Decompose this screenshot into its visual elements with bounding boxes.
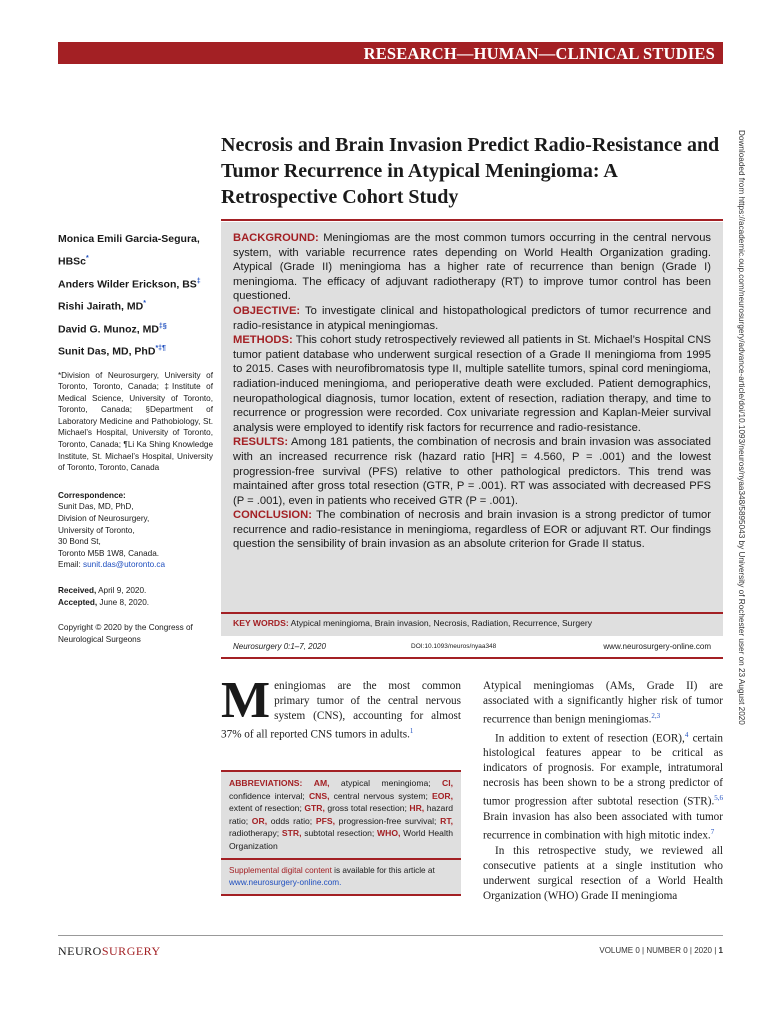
author-5: Sunit Das, MD, PhD*‡¶ <box>58 345 166 358</box>
volume-info: VOLUME 0 | NUMBER 0 | 2020 | 1 <box>599 946 723 955</box>
affiliations: *Division of Neurosurgery, University of Toronto, Toronto, Canada; ‡Institute of Medical Science, University of Toronto, Toronto, Canada; §Department of Laboratory Medicine and Pathobiology, St. Michael’s Hospital, University of Toronto, Toronto, Canada; ¶Li Ka Shing Knowledge Institute, St. Michael’s Hospital, University of Toronto, Toronto, Canada <box>58 370 213 473</box>
email-link[interactable]: sunit.das@utoronto.ca <box>83 560 166 570</box>
keywords: KEY WORDS: Atypical meningioma, Brain invasion, Necrosis, Radiation, Recurrence, Surgery <box>221 612 723 636</box>
journal-logo: NEUROSURGERY <box>58 944 161 958</box>
author-sidebar <box>58 230 213 645</box>
author-list <box>58 230 213 362</box>
section-header-bar <box>58 42 723 64</box>
body-column-1: Meningiomas are the most common primary tumor of the central nervous system (CNS), accounting for almost 37% of all reported CNS tumors in adults.$^1$ <box>221 672 461 741</box>
body-column-2: Atypical meningiomas (AMs, Grade II) are associated with a significantly higher risk of tumor recurrence than benign meningiomas.$^{2,3}$ In addition to extent of resection (EOR),$^4$ certain histological features appear to be critical as indicators of prognosis. For example, intratumoral necrosis has been shown to be a strong predictor of tumor progression after subtotal resection (STR).$^{5,6}$ Brain invasion has also been associated with tumor recurrence in combination with high mitotic index.$^7$ In this retrospective study, we reviewed all consecutive patients at a single institution who underwent surgical resection of a World Health Organization (WHO) Grade II meningioma <box>483 680 724 902</box>
supplemental-url[interactable]: www.neurosurgery-online.com. <box>229 878 342 887</box>
author-3: Rishi Jairath, MD* <box>58 300 146 313</box>
supplemental-note: Supplemental digital content is available for this article at www.neurosurgery-online.com. <box>221 858 461 894</box>
article-dates: Received, April 9, 2020. Accepted, June 8, 2020. <box>58 586 150 607</box>
page-number: 1 <box>718 946 723 955</box>
title-divider <box>221 219 723 221</box>
journal-citation-line: Neurosurgery 0:1–7, 2020 DOI:10.1093/neuros/nyaa348 www.neurosurgery-online.com <box>221 637 723 659</box>
section-label: RESEARCH—HUMAN—CLINICAL STUDIES <box>363 44 715 63</box>
author-1: Monica Emili Garcia-Segura, HBSc* <box>58 233 200 268</box>
download-watermark: Downloaded from https://academic.oup.com/neurosurgery/advance-article/doi/10.1093/neuros/nyaa348/5895043 by University of Rochester user on 23 August 2020 <box>737 130 746 725</box>
author-2: Anders Wilder Erickson, BS‡ <box>58 277 201 290</box>
article-title: Necrosis and Brain Invasion Predict Radio-Resistance and Tumor Recurrence in Atypical Meningioma: A Retrospective Cohort Study <box>221 134 720 208</box>
page-footer <box>58 935 723 965</box>
correspondence: Correspondence: Sunit Das, MD, PhD, Division of Neurosurgery, University of Toronto, 30 Bond St, Toronto M5B 1W8, Canada. Email: sunit.das@utoronto.ca <box>58 490 166 570</box>
drop-cap: M <box>221 672 271 729</box>
copyright: Copyright © 2020 by the Congress of Neurological Surgeons <box>58 623 193 644</box>
journal-site-link[interactable]: www.neurosurgery-online.com <box>603 642 711 651</box>
supplemental-link[interactable]: Supplemental digital content <box>229 866 332 875</box>
abstract-box: BACKGROUND: Meningiomas are the most common tumors occurring in the central nervous system, with variable recurrence rates depending on World Health Organization grading. Atypical (Grade II) meningioma has a higher rate of recurrence than benign (Grade I) meningioma. The efficacy of adjuvant radiotherapy (RT) to improve tumor control has been questioned. OBJECTIVE: To investigate clinical and histopathological predictors of tumor recurrence and radio-resistance in atypical meningiomas. METHODS: This cohort study retrospectively reviewed all patients in St. Michael’s Hospital CNS tumor patient database who underwent surgical resection of a Grade II meningioma from 1995 to 2015. Cases with neurofibromatosis type II, multiple satellite tumors, spinal cord meningioma, radiation-induced meningioma, and perioperative death were excluded. Patient demographics, neuropathological diagnosis, tumor location, extent of resection, radiation therapy, and time to recurrence or progression were recorded. Cox univariate regression and Kaplan-Meier survival analysis were employed to identify risk factors for recurrence and radio-resistance. RESULTS: Among 181 patients, the combination of necrosis and brain invasion was associated with an increased recurrence risk (hazard ratio [HR] = 4.560, P = .001) and the lowest progression-free survival (PFS) relative to other pathological predictors. This trend was maintained after gross total resection (GTR, P = .001). RT was associated with decreased PFS (P = .001), even in patients who received GTR (P = .001). CONCLUSION: The combination of necrosis and brain invasion is a strong predictor of tumor recurrence and radio-resistance in meningioma, regardless of EOR or adjuvant RT. Our findings question the sensibility of brain invasion as an absolute criterion for Grade II status. KEY WORDS: Atypical meningioma, Brain invasion, Necrosis, Radiation, Recurrence, Surgery <box>221 222 723 636</box>
abbreviations-box: ABBREVIATIONS: AM, atypical meningioma; CI, confidence interval; CNS, central nervous system; EOR, extent of resection; GTR, gross total resection; HR, hazard ratio; OR, odds ratio; PFS, progression-free survival; RT, radiotherapy; STR, subtotal resection; WHO, World Health Organization Supplemental digital content is available for this article at www.neurosurgery-online.com. <box>221 770 461 896</box>
author-4: David G. Munoz, MD‡§ <box>58 322 167 335</box>
